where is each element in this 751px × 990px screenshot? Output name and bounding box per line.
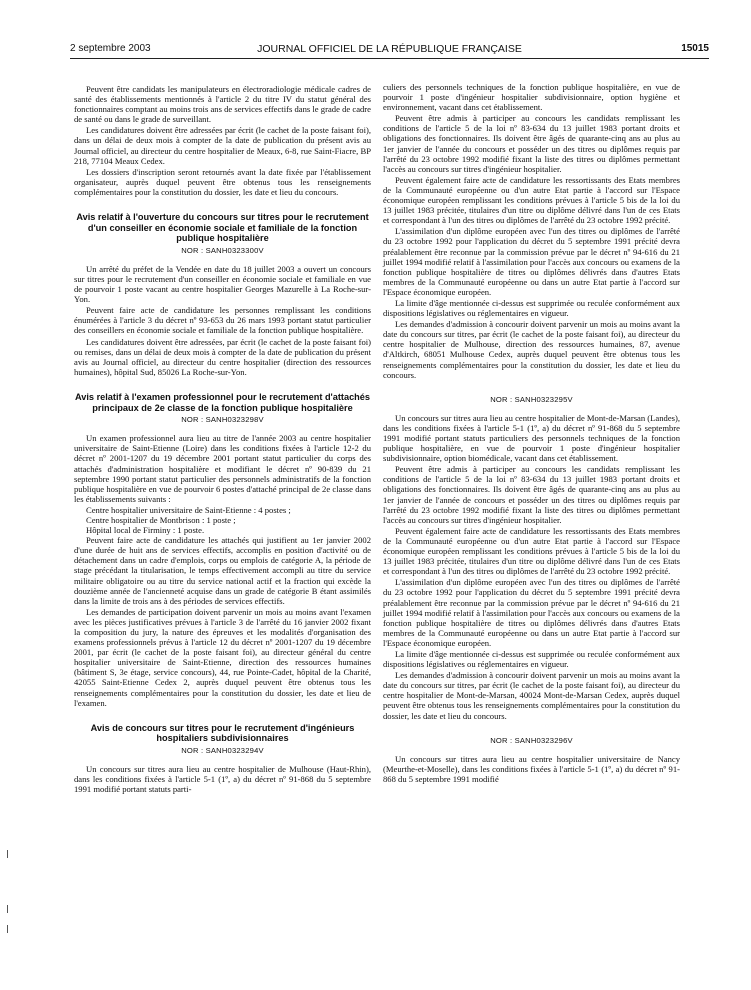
paragraph: La limite d'âge mentionnée ci-dessus est supprimée ou reculée conformément aux dispositions législatives ou réglementaires en vigueur.: [383, 648, 680, 670]
paragraph: Un examen professionnel aura lieu au titre de l'année 2003 au centre hospitalier universitaire de Saint-Etienne (Loire) dans les conditions fixées à l'article 12-2 du décret nº 2001-1207 du 19 décembre 2001 portant statut particulier du corps des attachés d'administration hospitalière et modifiant le décret nº 90-839 du 21 septembre 1990 portant statut particulier des personnels administratifs de la fonction publique hospitalière en vue de pourvoir 6 postes d'attaché principal de 2e classe dans les établissements suivants :: [74, 433, 371, 504]
paragraph: Un concours sur titres aura lieu au centre hospitalier universitaire de Nancy (Meurthe-et-Moselle), dans les conditions fixées à l'article 5-1 (1º, a) du décret nº 91-868 du 5 septembre 1991 modifié: [383, 753, 680, 784]
journal-title: JOURNAL OFFICIEL DE LA RÉPUBLIQUE FRANÇAISE: [257, 43, 522, 55]
margin-mark: [7, 905, 8, 913]
paragraph: Les demandes de participation doivent parvenir un mois au moins avant l'examen avec les pièces justificatives prévues à l'article 3 de l'arrêté du 16 janvier 2002 fixant la composition du jury, la nature des épreuves et les modalités d'organisation des examens professionnels prévus à l'article 12 du décret nº 2001-1207 du 19 décembre 2001, par écrit (le cachet de la poste faisant foi), au directeur général du centre hospitalier universitaire de Saint-Etienne, direction des ressources humaines (bâtiment S, 3e étage, service concours), 44, rue Pointe-Cadet, hôpital de la Charité, 42055 Saint-Etienne Cedex 2, auprès duquel peuvent être obtenus tous les renseignements complémentaires pour la constitution du dossier, les date et lieu de l'examen.: [74, 606, 371, 708]
paragraph: Un arrêté du préfet de la Vendée en date du 18 juillet 2003 a ouvert un concours sur titres pour le recrutement d'un conseiller en économie sociale et familiale en vue de pourvoir 1 poste vacant au centre hospitalier Georges Mazurelle à La Roche-sur-Yon.: [74, 263, 371, 305]
notice-title: Avis de concours sur titres pour le recrutement d'ingénieurs hospitaliers subdivisionnaires: [90, 722, 355, 744]
margin-mark: [7, 925, 8, 933]
right-column: [383, 82, 680, 785]
paragraph: Peuvent également faire acte de candidature les ressortissants des Etats membres de la Communauté européenne ou d'un autre Etat partie à l'accord sur l'Espace économique européen remplissant les conditions prévues à l'article 5 bis de la loi du 13 juillet 1983 précitée, titulaires d'un titre ou diplôme délivré dans l'un de ces Etats et correspondant à l'un des titres ou diplômes de l'arrêté du 23 octobre 1992 précité.: [383, 525, 680, 577]
header-date: 2 septembre 2003: [70, 43, 151, 54]
paragraph: culiers des personnels techniques de la fonction publique hospitalière, en vue de pourvoir 1 poste d'ingénieur hospitalier subdivisionnaire, option hygiène et environnement, vacant dans cet établissement.: [383, 82, 680, 113]
nor-reference: NOR : SANH0323296V: [490, 735, 573, 745]
notice-title: Avis relatif à l'examen professionnel pour le recrutement d'attachés principaux de 2e classe de la fonction publique hospitalière: [74, 391, 371, 413]
paragraph: Peuvent également faire acte de candidature les ressortissants des Etats membres de la Communauté européenne ou d'un autre Etat partie à l'accord sur l'Espace économique européen remplissant les conditions prévues à l'article 5 bis de la loi du 13 juillet 1983 précitée, titulaires d'un titre ou diplôme délivré dans l'un de ces Etats et correspondant à l'un des titres ou diplômes de l'arrêté du 23 octobre 1992 précité.: [383, 174, 680, 226]
paragraph: Un concours sur titres aura lieu au centre hospitalier de Mont-de-Marsan (Landes), dans les conditions fixées à l'article 5-1 (1º, a) du décret nº 91-868 du 5 septembre 1991 modifié portant statuts particuliers des personnels techniques de la fonction publique hospitalière, en vue de pourvoir 1 poste d'ingénieur hospitalier subdivisionnaire, option biomédicale, vacant dans cet établissement.: [383, 412, 680, 464]
list-item: Centre hospitalier universitaire de Saint-Etienne : 4 postes ;: [86, 504, 291, 515]
nor-reference: NOR : SANH0323295V: [490, 394, 573, 404]
paragraph: Peuvent être admis à participer au concours les candidats remplissant les conditions de l'article 5 de la loi nº 83-634 du 13 juillet 1983 portant droits et obligations des fonctionnaires. Ils doivent être âgés de quarante-cinq ans au plus au 1er janvier de l'année de concours et posséder un des titres ou diplômes requis par l'arrêté du 23 octobre 1992 modifié fixant la liste des titres ou diplômes permettant l'accès au concours sur titres d'ingénieur hospitalier.: [383, 464, 680, 525]
paragraph: Les candidatures doivent être adressées, par écrit (le cachet de la poste faisant foi) ou remises, dans un délai de deux mois à compter de la date de publication du présent avis au Journal officiel, au directeur du centre hospitalier (direction des ressources humaines), hôpital Sud, 85026 La Roche-sur-Yon.: [74, 336, 371, 377]
page-number: 15015: [681, 43, 709, 54]
paragraph: Peuvent faire acte de candidature les attachés qui justifient au 1er janvier 2002 d'une durée de huit ans de services effectifs, accomplis en position d'activité ou de détachement dans un cadre d'emplois, corps ou emplois de catégorie A, la période de stage précédant la titularisation, le temps effectivement accompli au titre du service militaire obligatoire ou au titre du service national actif et la fraction qui excède la douzième année de l'ancienneté acquise dans un grade de catégorie B étant assimilés dans la limite de trois ans à des périodes de services effectifs.: [74, 535, 371, 606]
paragraph: L'assimilation d'un diplôme européen avec l'un des titres ou diplômes de l'arrêté du 23 octobre 1992 pour l'application du décret du 5 septembre 1991 précité devra préalablement être reconnue par la commission prévue par le décret nº 94-616 du 21 juillet 1994 modifié relatif à l'assimilation pour l'accès aux concours ou examens de la fonction publique hospitalière de titres ou diplômes délivrés dans d'autres Etats membres de la Communauté européenne ou dans un autre Etat partie à l'accord sur l'Espace économique européen.: [383, 577, 680, 648]
margin-mark: [7, 850, 8, 858]
paragraph: Les demandes d'admission à concourir doivent parvenir un mois au moins avant la date du concours sur titres, par écrit (le cachet de la poste faisant foi), au directeur du centre hospitalier de Mont-de-Marsan, 40024 Mont-de-Marsan Cedex, auprès duquel peuvent être obtenus tous les renseignements complémentaires pour la constitution du dossier, les date et lieu du concours.: [383, 670, 680, 721]
nor-reference: NOR : SANH0323294V: [181, 745, 264, 755]
paragraph: Les demandes d'admission à concourir doivent parvenir un mois au moins avant la date du concours sur titres, par écrit (le cachet de la poste faisant foi), au directeur du centre hospitalier de Mulhouse, direction des ressources humaines, 87, avenue d'Altkirch, 68051 Mulhouse Cedex, auprès duquel peuvent être obtenus tous les renseignements complémentaires pour la constitution du dossier, les date et lieu du concours.: [383, 319, 680, 380]
paragraph: Un concours sur titres aura lieu au centre hospitalier de Mulhouse (Haut-Rhin), dans les conditions fixées à l'article 5-1 (1º, a) du décret nº 91-868 du 5 septembre 1991 modifié portant statuts parti-: [74, 764, 371, 795]
paragraph: Les dossiers d'inscription seront retournés avant la date fixée par l'établissement organisateur, auprès duquel peuvent être obtenus tous les renseignements complémentaires pour la constitution du dossier, les date et lieu du concours.: [74, 166, 371, 197]
paragraph: L'assimilation d'un diplôme européen avec l'un des titres ou diplômes de l'arrêté du 23 octobre 1992 pour l'application du décret du 5 septembre 1991 précité devra préalablement être reconnue par la commission prévue par le décret nº 94-616 du 21 juillet 1994 modifié relatif à l'assimilation pour l'accès aux concours ou examens de la fonction publique hospitalière de titres ou diplômes délivrés dans d'autres Etats membres de la Communauté européenne ou dans un autre Etat partie à l'accord sur l'Espace économique européen.: [383, 226, 680, 297]
left-column: [74, 84, 371, 795]
paragraph: Les candidatures doivent être adressées par écrit (le cachet de la poste faisant foi), dans un délai de deux mois à compter de la date de publication du présent avis au Journal officiel, au directeur du centre hospitalier de Meaux, 6-8, rue Saint-Fiacre, BP 218, 77104 Meaux Cedex.: [74, 125, 371, 166]
paragraph: Peuvent être admis à participer au concours les candidats remplissant les conditions de l'article 5 de la loi nº 83-634 du 13 juillet 1983 portant droits et obligations des fonctionnaires. Ils doivent être âgés de quarante-cinq ans au plus au 1er janvier de l'année du concours et posséder un des titres ou diplômes requis par l'arrêté du 23 octobre 1992 modifié fixant la liste des titres ou diplômes permettant l'accès au concours sur titres d'ingénieur hospitalier.: [383, 113, 680, 174]
paragraph: Peuvent faire acte de candidature les personnes remplissant les conditions énumérées à l'article 3 du décret nº 93-653 du 26 mars 1993 portant statut particulier des conseillers en économie sociale et familiale de la fonction publique hospitalière.: [74, 305, 371, 336]
list-item: Centre hospitalier de Montbrison : 1 poste ;: [86, 514, 236, 525]
page-header: [70, 40, 709, 59]
paragraph: La limite d'âge mentionnée ci-dessus est supprimée ou reculée conformément aux dispositions législatives ou réglementaires en vigueur.: [383, 297, 680, 319]
list-item: Hôpital local de Firminy : 1 poste.: [86, 525, 205, 536]
nor-reference: NOR : SANH0323298V: [181, 415, 264, 425]
paragraph: Peuvent être candidats les manipulateurs en électroradiologie médicale cadres de santé des établissements mentionnés à l'article 2 du titre IV du statut général des fonctionnaires comptant au moins trois ans de services effectifs dans le grade de cadre de santé ou dans le grade de surveillant.: [74, 84, 371, 125]
nor-reference: NOR : SANH0323300V: [181, 245, 264, 255]
notice-title: Avis relatif à l'ouverture du concours sur titres pour le recrutement d'un conseiller en économie sociale et familiale de la fonction publique hospitalière: [76, 212, 369, 244]
